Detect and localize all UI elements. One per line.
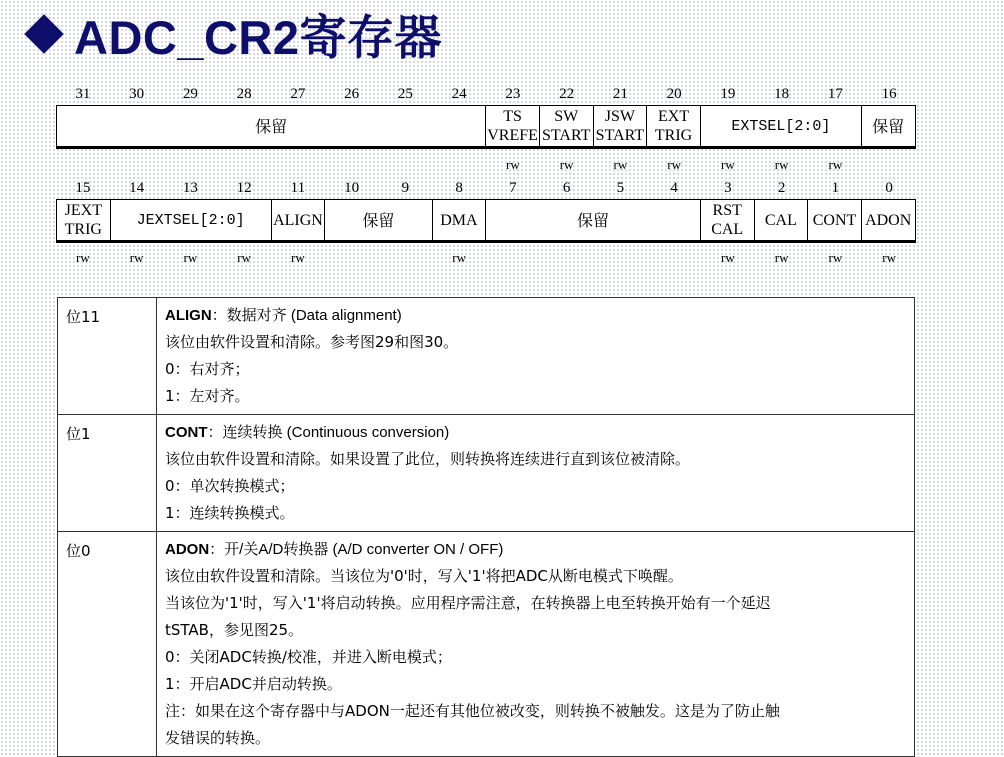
desc-line: 该位由软件设置和清除。如果设置了此位，则转换将连续进行直到该位被清除。 [165,450,691,468]
bit-number: 26 [344,86,360,102]
desc-line: 0：关闭ADC转换/校准，并进入断电模式； [165,648,452,666]
bit-number: 23 [505,86,521,102]
bit-number: 31 [75,86,91,102]
field-label-line: CAL [711,221,744,238]
upper-access-row [56,157,916,173]
register-field-ext-trig [647,106,701,146]
upper-register-fields [56,105,916,149]
desc-line: 发错误的转换。 [165,729,271,747]
bit-number: 3 [724,180,732,196]
bit-number: 11 [290,180,306,196]
bit-number: 2 [777,180,786,196]
desc-heading [165,536,906,563]
access-type: rw [721,250,735,265]
register-field-: 保留 [325,200,432,240]
field-label-line: EXT [657,108,690,125]
register-field-extsel-2-0: EXTSEL[2:0] [701,106,862,146]
register-field-adon: ADON [862,200,916,240]
bit-number: 17 [827,86,843,102]
bit-number: 22 [559,86,575,102]
access-type: rw [291,250,305,265]
register-field-sw-start [540,106,594,146]
bit-number: 0 [885,180,893,196]
access-type [862,157,916,173]
register-field-jext-trig [57,200,111,240]
access-type [432,157,486,173]
access-type: rw [667,157,681,172]
bit-number: 24 [451,86,467,102]
access-type [325,157,379,173]
bit-number: 30 [129,86,145,102]
bit-number: 14 [129,180,145,196]
desc-row-align [58,298,915,415]
field-label-line: SW [554,108,579,125]
desc-line: 该位由软件设置和清除。参考图29和图30。 [165,333,459,351]
desc-heading [165,419,906,446]
bit-number: 12 [236,180,252,196]
bit-number: 20 [666,86,682,102]
bit-number: 4 [670,180,678,196]
desc-position: 位0 [58,532,157,757]
upper-bit-numbers [56,86,916,104]
field-label-line: TRIG [654,127,693,144]
bit-number: 1 [831,180,840,196]
bit-number: 25 [397,86,413,102]
access-type: rw [183,250,198,265]
bit-number: 27 [290,86,306,102]
access-type [540,250,594,266]
desc-row-adon [58,532,915,757]
access-type [379,250,433,266]
access-type [325,250,379,266]
desc-body [157,298,915,415]
field-label-line: RST [712,202,742,219]
page-title-text: ADC_CR2寄存器 [74,10,442,64]
access-type [56,157,110,173]
access-type: rw [774,250,789,265]
access-type: rw [882,250,896,265]
access-type [271,157,325,173]
desc-line: tSTAB，参见图25。 [165,621,304,639]
bit-number: 5 [616,180,625,196]
desc-line: 1：开启ADC并启动转换。 [165,675,342,693]
bit-number: 13 [182,180,198,196]
bit-number: 8 [455,180,463,196]
desc-position: 位11 [58,298,157,415]
register-field-align: ALIGN [272,200,326,240]
bit-number: 10 [344,180,360,196]
bit-number: 6 [562,180,571,196]
access-type [379,157,433,173]
bit-number: 7 [509,180,517,196]
access-type: rw [237,250,251,265]
register-field-: 保留 [486,200,701,240]
access-type [486,250,540,266]
access-type: rw [613,157,628,172]
desc-line: 0：右对齐； [165,360,250,378]
access-type: rw [76,250,90,265]
access-type [217,157,271,173]
field-name: CONT [165,424,208,441]
register-field-jextsel-2-0: JEXTSEL[2:0] [111,200,272,240]
field-name: ALIGN [165,307,212,324]
field-heading-rest: ：连续转换 (Continuous conversion) [207,424,450,441]
access-type: rw [559,157,574,172]
access-type: rw [774,157,789,172]
desc-line: 注：如果在这个寄存器中与ADON一起还有其他位被改变，则转换不被触发。这是为了防止触 [165,702,780,720]
access-type: rw [828,250,843,265]
register-field-cal: CAL [755,200,809,240]
access-type: rw [721,157,735,172]
bit-number: 18 [774,86,790,102]
access-type [594,250,648,266]
register-field-jsw-start [594,106,648,146]
access-type [110,157,164,173]
page-title [26,6,442,62]
bit-number: 21 [612,86,628,102]
field-label-line: JEXT [64,202,102,219]
field-label-line: START [542,127,591,144]
field-label-line: VREFE [487,127,538,144]
access-type: rw [828,157,843,172]
access-type [647,250,701,266]
lower-register-fields [56,199,916,243]
lower-access-row [56,250,916,266]
desc-body [157,532,915,757]
bit-number: 15 [75,180,91,196]
bit-number: 29 [182,86,198,102]
lower-bit-numbers [56,180,916,198]
access-type: rw [452,250,466,265]
field-heading-rest: ：数据对齐 (Data alignment) [211,307,402,324]
register-field-rst-cal [701,200,755,240]
field-heading-rest: ：开/关A/D转换器 (A/D converter ON / OFF) [209,541,504,558]
desc-row-cont [58,415,915,532]
desc-line: 该位由软件设置和清除。当该位为'0'时，写入'1'将把ADC从断电模式下唤醒。 [165,567,683,585]
desc-line: 当该位为'1'时，写入'1'将启动转换。应用程序需注意，在转换器上电至转换开始有一个延迟 [165,594,771,612]
field-label-line: TS [503,108,522,125]
bit-number: 16 [881,86,897,102]
bit-number: 19 [720,86,736,102]
desc-line: 0：单次转换模式； [165,477,295,495]
register-field-dma: DMA [433,200,487,240]
field-label-line: JSW [604,108,635,125]
field-label-line: TRIG [64,221,102,238]
access-type: rw [129,250,144,265]
desc-line: 1：左对齐。 [165,387,250,405]
bit-number: 9 [401,180,410,196]
access-type [164,157,218,173]
field-label-line: START [595,127,645,144]
register-field-: 保留 [57,106,486,146]
diamond-bullet-icon [24,14,64,54]
register-field-: 保留 [862,106,916,146]
desc-body [157,415,915,532]
access-type: rw [506,157,520,172]
desc-heading [165,302,906,329]
bit-description-table [57,297,915,757]
register-field-ts-vrefe [486,106,540,146]
bit-number: 28 [236,86,252,102]
desc-line: 1：连续转换模式。 [165,504,295,522]
desc-position: 位1 [58,415,157,532]
field-name: ADON [165,541,210,558]
register-field-cont: CONT [808,200,862,240]
